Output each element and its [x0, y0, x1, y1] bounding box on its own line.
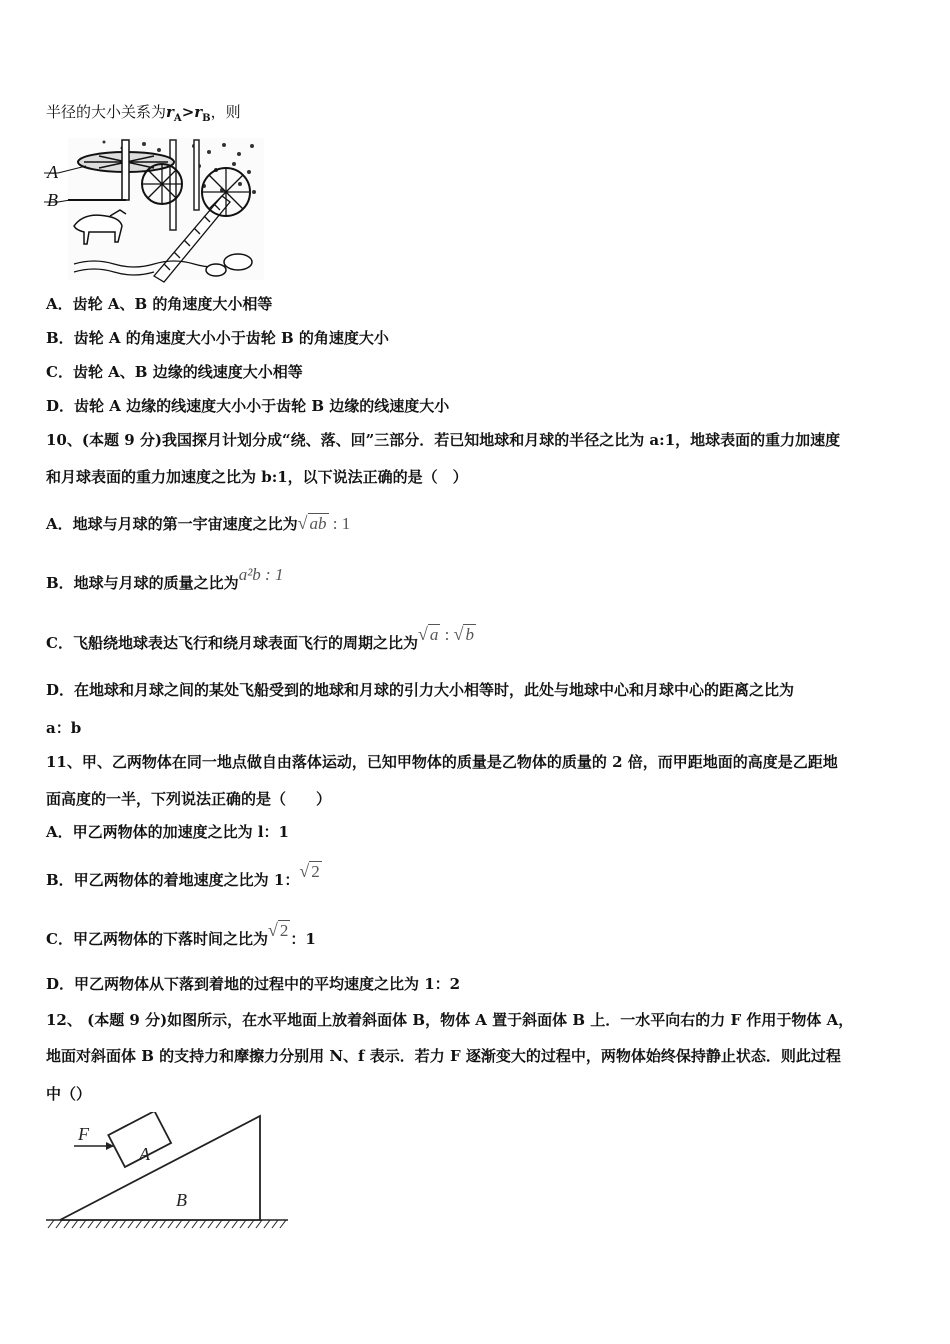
q10-stem-line2: 和月球表面的重力加速度之比为 b:1，以下说法正确的是（ ） — [46, 468, 468, 486]
q10-option-a-formula: √ ab : 1 — [297, 513, 351, 533]
q10-option-d-line2: a：b — [46, 719, 82, 737]
q11-stem-line1: 11、甲、乙两物体在同一地点做自由落体运动，已知甲物体的质量是乙物体的质量的 2 倍，而甲距地面的高度是乙距地 — [46, 753, 838, 771]
q12-stem-line3: 中（） — [46, 1085, 92, 1103]
force-label: F — [78, 1124, 89, 1144]
q9-option-a: A．齿轮 A、B 的角速度大小相等 — [46, 295, 273, 313]
q9-intro-prefix: 半径的大小关系为 — [46, 103, 167, 121]
q11-option-b — [46, 861, 322, 891]
q11-option-c-tail: ：1 — [290, 930, 316, 948]
q10-option-a-text: A．地球与月球的第一宇宙速度之比为 — [46, 515, 298, 533]
block-a-label: A — [139, 1144, 150, 1164]
q9-r-b: r — [194, 103, 203, 121]
q11-b-radicand: 2 — [311, 862, 320, 881]
q10-option-b-text: B．地球与月球的质量之比为 — [46, 574, 239, 592]
q9-intro-suffix: ，则 — [210, 103, 241, 121]
incline-figure — [44, 1112, 290, 1236]
q9-r-a: r — [166, 103, 174, 121]
q9-gt: > — [181, 103, 195, 121]
q11-option-c — [46, 920, 316, 950]
q11-option-b-formula: √ 2 — [299, 861, 320, 881]
q10-option-d-line1: D．在地球和月球之间的某处飞船受到的地球和月球的引力大小相等时，此处与地球中心和月球中心的距离之比为 — [46, 681, 795, 699]
q10-option-c — [46, 624, 476, 654]
q10-option-c-text: C．飞船绕地球表达飞行和绕月球表面飞行的周期之比为 — [46, 634, 418, 652]
q11-option-d: D．甲乙两物体从下落到着地的过程中的平均速度之比为 1：2 — [46, 975, 461, 993]
ground-hatching — [48, 1220, 286, 1228]
q11-option-a: A．甲乙两物体的加速度之比为 l：1 — [46, 823, 289, 841]
incline-b-label: B — [176, 1190, 187, 1210]
q10-a-tail: : 1 — [328, 514, 351, 533]
q11-option-c-text: C．甲乙两物体的下落时间之比为 — [46, 930, 268, 948]
q10-a-radicand: ab — [309, 514, 327, 533]
q9-option-c: C．齿轮 A、B 边缘的线速度大小相等 — [46, 363, 303, 381]
q10-option-c-formula: √ a : √ b — [417, 624, 474, 644]
gear-a-label: A — [47, 162, 58, 182]
q10-option-b — [46, 565, 284, 594]
q12-stem-line1: 12、 (本题 9 分)如图所示，在水平地面上放着斜面体 B，物体 A 置于斜面体 B 上．一水平向右的力 F 作用于物体 A， — [46, 1011, 854, 1029]
q10-stem-line1: 10、(本题 9 分)我国探月计划分成“绕、落、回”三部分．若已知地球和月球的半径之比为 a:1，地球表面的重力加速度 — [46, 431, 841, 449]
q11-option-b-text: B．甲乙两物体的着地速度之比为 1： — [46, 871, 300, 889]
q9-option-b: B．齿轮 A 的角速度大小小于齿轮 B 的角速度大小 — [46, 329, 389, 347]
q10-c-sep: : — [440, 625, 454, 644]
q10-c-radicand-b: b — [465, 625, 474, 644]
q11-c-radicand: 2 — [279, 921, 289, 940]
waterwheel-illustration — [44, 136, 268, 284]
q10-c-radicand-a: a — [429, 625, 439, 644]
q10-option-b-formula: a²b : 1 — [238, 565, 284, 584]
q9-sub-a: A — [173, 113, 182, 124]
q11-stem-line2: 面高度的一半，下列说法正确的是（ ） — [46, 790, 332, 808]
q9-sub-b: B — [202, 113, 211, 124]
q11-option-c-formula: √ 2 — [267, 920, 289, 940]
q12-stem-line2: 地面对斜面体 B 的支持力和摩擦力分别用 N、f 表示．若力 F 逐渐变大的过程中，两物体始终保持静止状态．则此过程 — [46, 1047, 841, 1065]
gear-b-label: B — [47, 190, 58, 210]
q9-option-d: D．齿轮 A 边缘的线速度大小小于齿轮 B 边缘的线速度大小 — [46, 397, 450, 415]
q9-intro — [46, 101, 241, 130]
q10-option-a — [46, 512, 350, 535]
